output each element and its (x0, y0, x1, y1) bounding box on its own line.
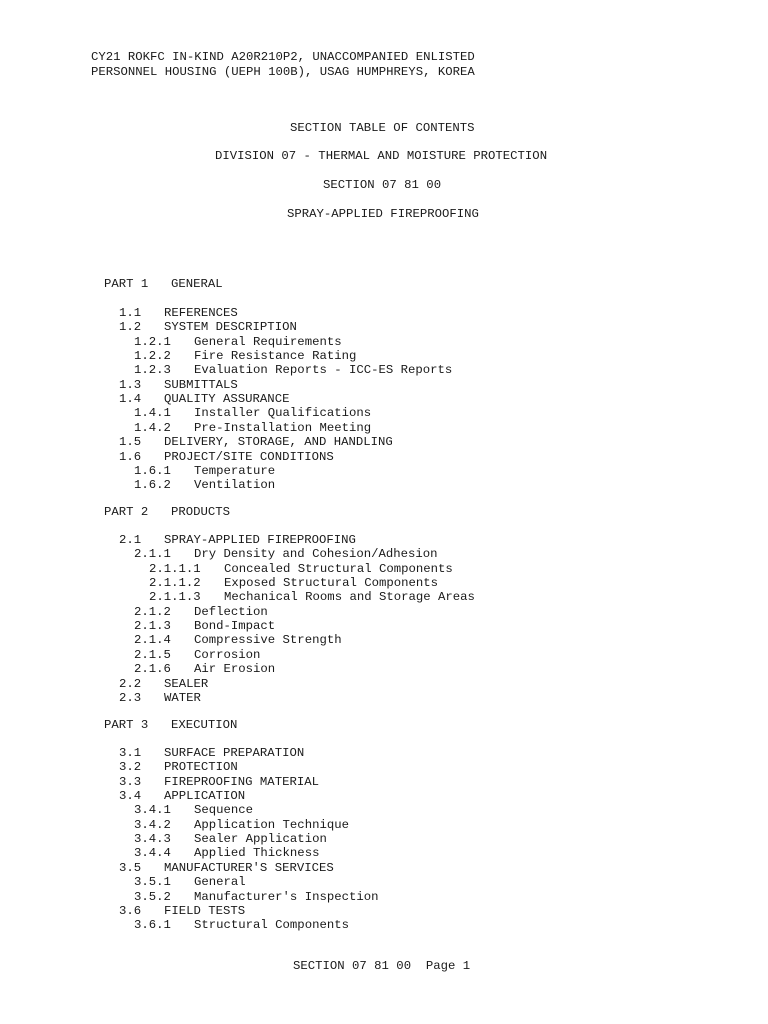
toc-item-number: 2.1.1.2 (149, 576, 201, 591)
part-title: GENERAL (171, 277, 223, 291)
toc-item-number: 3.6 (119, 903, 142, 918)
toc-item-title: PROTECTION (164, 760, 238, 775)
toc-item-title: PROJECT/SITE CONDITIONS (164, 449, 334, 464)
toc-item-number: 2.1.5 (134, 647, 171, 662)
toc-item-title: FIREPROOFING MATERIAL (164, 774, 319, 789)
toc-item-number: 2.1.3 (134, 619, 171, 634)
toc-item-number: 3.5.1 (134, 875, 171, 890)
toc-item-number: 1.5 (119, 435, 142, 450)
toc-item-title: Application Technique (194, 817, 349, 832)
toc-item-number: 1.2.1 (134, 334, 171, 349)
toc-item-title: Air Erosion (194, 662, 276, 677)
toc-item-title: Exposed Structural Components (224, 576, 439, 591)
toc-item-title: MANUFACTURER'S SERVICES (164, 860, 334, 875)
toc-item-number: 2.1 (119, 533, 142, 547)
toc-item-title: Manufacturer's Inspection (194, 889, 379, 904)
toc-item-title: SUBMITTALS (164, 377, 238, 392)
toc-item-number: 1.4.2 (134, 420, 171, 435)
toc-item-number: 2.1.4 (134, 633, 171, 648)
toc-item-number: 2.1.1.3 (149, 590, 201, 605)
toc-item-number: 3.3 (119, 774, 142, 789)
toc-item-title: SPRAY-APPLIED FIREPROOFING (164, 533, 356, 547)
toc-item-title: Deflection (194, 604, 268, 619)
toc-item-number: 2.1.6 (134, 662, 171, 677)
toc-item-number: 2.2 (119, 676, 142, 691)
toc-item-number: 3.4.1 (134, 803, 171, 818)
toc-item-number: 3.4 (119, 789, 142, 804)
toc-item-number: 2.1.1 (134, 547, 171, 562)
toc-item-title: Ventilation (194, 478, 276, 493)
part-number: PART 3 (104, 718, 149, 732)
toc-item-title: General Requirements (194, 334, 342, 349)
toc-item-title: Temperature (194, 463, 276, 478)
toc-item-title: Compressive Strength (194, 633, 342, 648)
toc-item-title: WATER (164, 690, 201, 705)
section-number: SECTION 07 81 00 (323, 178, 442, 192)
toc-item-title: SYSTEM DESCRIPTION (164, 320, 297, 335)
toc-item-title: Installer Qualifications (194, 406, 372, 421)
toc-item-number: 1.2.2 (134, 349, 171, 364)
toc-item-number: 1.2 (119, 320, 142, 335)
toc-item-title: Sealer Application (194, 832, 327, 847)
toc-item-title: Corrosion (194, 647, 261, 662)
toc-item-number: 1.2.3 (134, 363, 171, 378)
toc-item-title: Bond-Impact (194, 619, 276, 634)
page-footer: SECTION 07 81 00 Page 1 (293, 959, 471, 973)
toc-item-title: QUALITY ASSURANCE (164, 392, 290, 407)
toc-item-number: 3.2 (119, 760, 142, 775)
part-number: PART 1 (104, 277, 149, 291)
header-line-2: PERSONNEL HOUSING (UEPH 100B), USAG HUMPHREYS, KOREA (91, 65, 475, 79)
toc-item-number: 1.4 (119, 392, 142, 407)
part-number: PART 2 (104, 505, 149, 519)
division-title: DIVISION 07 - THERMAL AND MOISTURE PROTECTION (215, 149, 548, 163)
toc-item-number: 1.3 (119, 377, 142, 392)
toc-item-number: 3.4.2 (134, 817, 171, 832)
toc-item-title: APPLICATION (164, 789, 246, 804)
toc-item-number: 1.6.2 (134, 478, 171, 493)
part-title: PRODUCTS (171, 505, 231, 519)
toc-item-number: 2.3 (119, 690, 142, 705)
toc-item-number: 3.1 (119, 746, 142, 760)
toc-item-title: Applied Thickness (194, 846, 320, 861)
toc-item-number: 3.4.4 (134, 846, 171, 861)
toc-item-number: 3.5 (119, 860, 142, 875)
toc-item-title: Fire Resistance Rating (194, 349, 357, 364)
toc-item-number: 3.5.2 (134, 889, 171, 904)
toc-item-title: SURFACE PREPARATION (164, 746, 305, 760)
toc-item-number: 1.6.1 (134, 463, 171, 478)
toc-item-number: 1.1 (119, 306, 142, 320)
toc-title: SECTION TABLE OF CONTENTS (290, 121, 475, 135)
toc-item-title: SEALER (164, 676, 209, 691)
toc-item-title: Evaluation Reports - ICC-ES Reports (194, 363, 453, 378)
toc-item-title: FIELD TESTS (164, 903, 246, 918)
toc-item-number: 1.6 (119, 449, 142, 464)
toc-item-title: Pre-Installation Meeting (194, 420, 372, 435)
toc-item-number: 3.4.3 (134, 832, 171, 847)
toc-item-title: Mechanical Rooms and Storage Areas (224, 590, 475, 605)
toc-item-title: Structural Components (194, 918, 349, 933)
toc-item-number: 2.1.2 (134, 604, 171, 619)
toc-item-title: Sequence (194, 803, 254, 818)
toc-item-title: DELIVERY, STORAGE, AND HANDLING (164, 435, 393, 450)
toc-item-number: 1.4.1 (134, 406, 171, 421)
toc-item-title: Dry Density and Cohesion/Adhesion (194, 547, 438, 562)
part-title: EXECUTION (171, 718, 238, 732)
toc-item-number: 3.6.1 (134, 918, 171, 933)
toc-item-number: 2.1.1.1 (149, 561, 201, 576)
header-line-1: CY21 ROKFC IN-KIND A20R210P2, UNACCOMPANIED ENLISTED (91, 50, 475, 64)
toc-item-title: REFERENCES (164, 306, 238, 320)
toc-item-title: General (194, 875, 246, 890)
toc-item-title: Concealed Structural Components (224, 561, 453, 576)
section-name: SPRAY-APPLIED FIREPROOFING (287, 207, 479, 221)
